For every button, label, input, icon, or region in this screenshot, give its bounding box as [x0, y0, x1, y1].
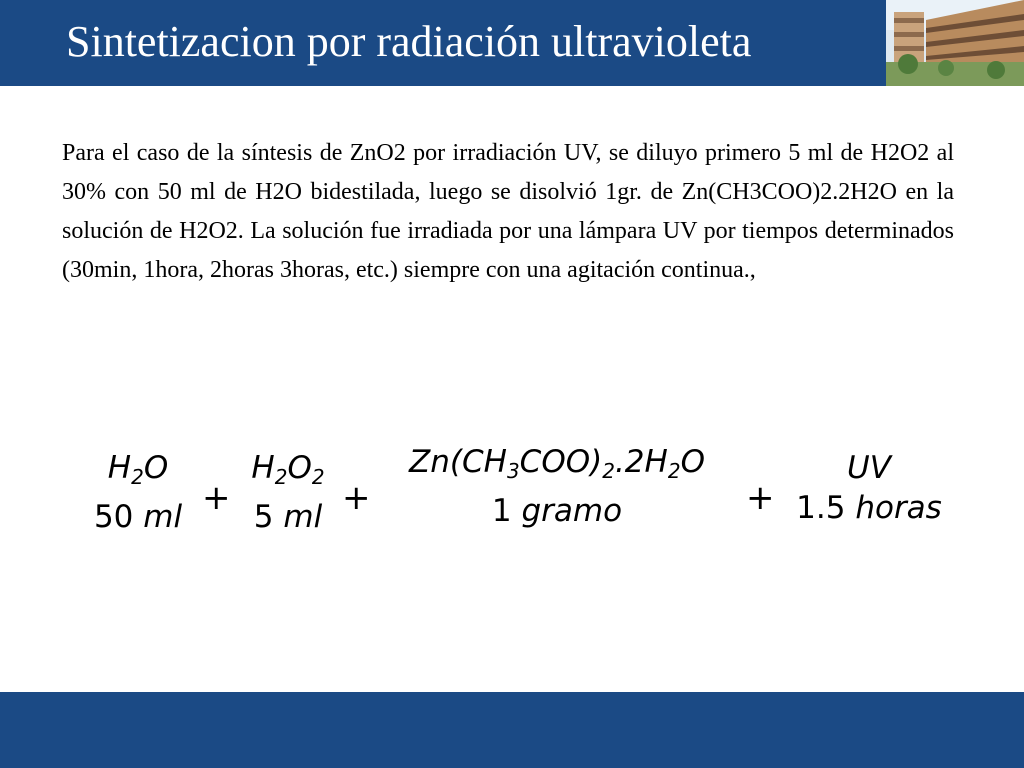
slide-title: Sintetizacion por radiación ultravioleta — [66, 17, 752, 66]
uv-duration: 1.5 horas — [796, 490, 942, 526]
peroxide-quantity: 5 ml — [253, 499, 323, 535]
zinc-acetate-quantity: 1 gramo — [491, 493, 623, 529]
reaction-equation — [90, 444, 960, 548]
slide-footer — [0, 692, 1024, 768]
body-paragraph: Para el caso de la síntesis de ZnO2 por irradiación UV, se diluyo primero 5 ml de H2O2 al 30% con 50 ml de H2O bidestilada, luego se disolvió 1gr. de Zn(CH3COO)2.2H2O en la solución de H2O2. La solución fue irradiada por una lámpara UV por tiempos determinados (30min, 1hora, 2horas 3horas, etc.) siempre con una agitación continua., — [62, 140, 954, 283]
water-formula: $H_2O$ — [107, 450, 169, 489]
uv-formula: UV — [847, 450, 891, 486]
peroxide-term — [238, 448, 338, 537]
uv-term — [786, 448, 952, 528]
zinc-acetate-term — [380, 442, 734, 531]
plus-sign: + — [202, 478, 231, 518]
building-photo — [886, 0, 1024, 86]
water-term — [90, 448, 186, 537]
slide-header — [0, 0, 1024, 86]
water-quantity: 50 ml — [93, 499, 183, 535]
zinc-acetate-formula: $Zn(CH_3COO)_2.2H_2O$ — [409, 444, 705, 483]
plus-sign: + — [342, 478, 371, 518]
plus-sign: + — [746, 478, 775, 518]
peroxide-formula: $H_2O_2$ — [251, 450, 325, 489]
